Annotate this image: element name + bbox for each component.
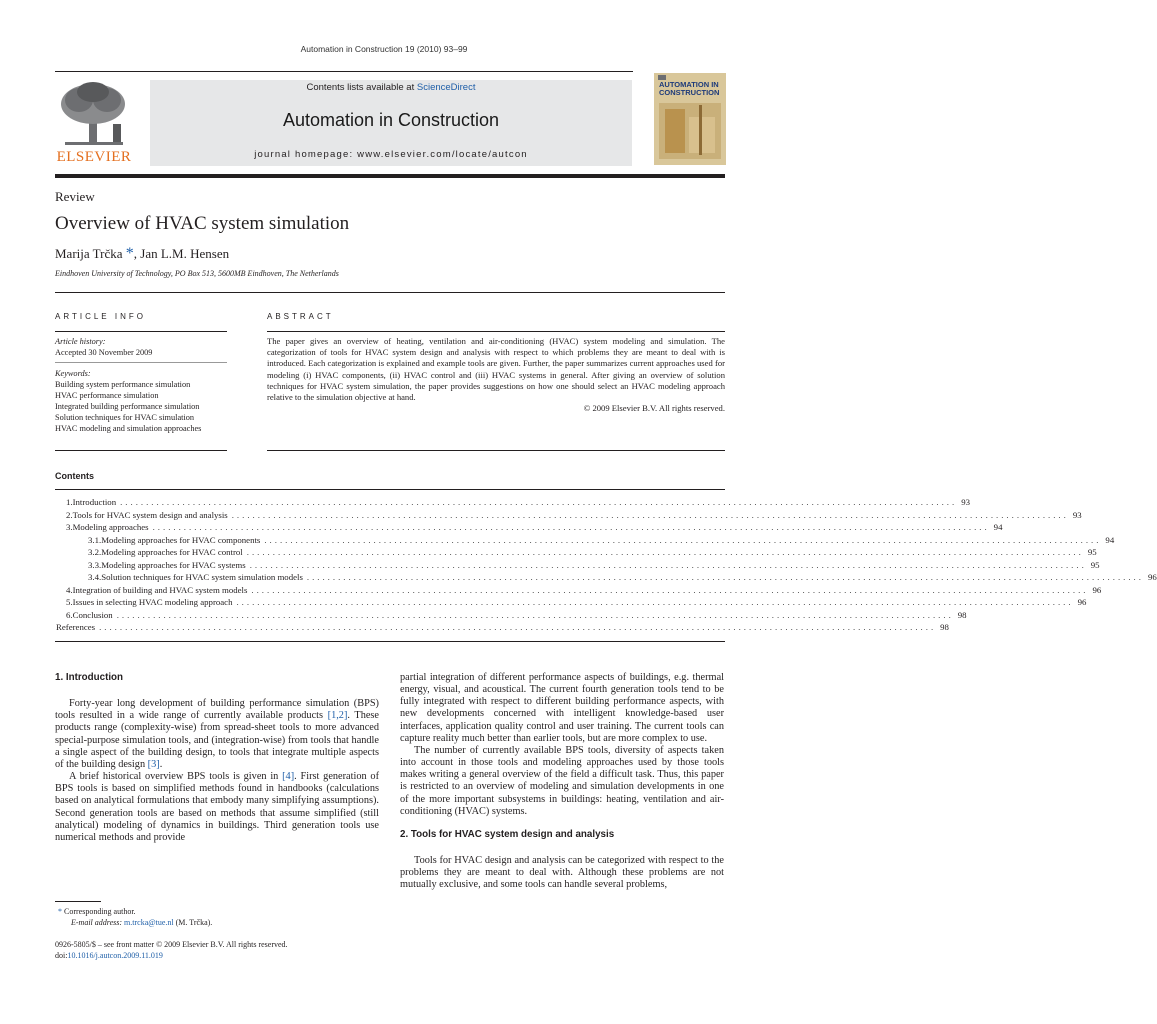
cover-title: AUTOMATION IN CONSTRUCTION bbox=[659, 80, 720, 97]
footnote-text: Corresponding author. bbox=[64, 907, 136, 916]
toc-number: 1. bbox=[66, 497, 73, 507]
toc-number: 2. bbox=[66, 509, 73, 520]
keyword: HVAC performance simulation bbox=[55, 391, 159, 400]
toc-label: Integration of building and HVAC system models bbox=[72, 584, 248, 595]
body-right-column bbox=[400, 672, 724, 892]
toc-label: Issues in selecting HVAC modeling approach bbox=[72, 597, 233, 607]
contents-available bbox=[150, 82, 632, 93]
divider bbox=[55, 641, 725, 642]
history-label: Article history: bbox=[55, 337, 106, 346]
keywords-label: Keywords: bbox=[55, 369, 91, 378]
toc-entry[interactable] bbox=[66, 584, 1102, 597]
toc-number: 5. bbox=[66, 597, 73, 607]
toc-label: Modeling approaches for HVAC components bbox=[101, 534, 261, 545]
article-history bbox=[55, 336, 227, 358]
paragraph bbox=[55, 698, 379, 771]
keywords-block bbox=[55, 368, 230, 434]
journal-citation: Automation in Construction 19 (2010) 93–99 bbox=[300, 44, 468, 54]
abstract-heading: ABSTRACT bbox=[267, 312, 334, 321]
elsevier-wordmark: ELSEVIER bbox=[56, 149, 132, 165]
toc-label: Conclusion bbox=[72, 609, 113, 620]
divider bbox=[55, 331, 227, 332]
divider bbox=[55, 489, 725, 490]
keyword: HVAC modeling and simulation approaches bbox=[55, 424, 202, 433]
toc-page: 94 bbox=[993, 522, 1003, 532]
header-rule bbox=[55, 71, 633, 72]
citation-link[interactable]: [1,2] bbox=[327, 710, 348, 722]
toc-leader: ................................................................................................................................................................. bbox=[251, 584, 1089, 595]
journal-name: Automation in Construction bbox=[282, 110, 500, 130]
toc-entry[interactable] bbox=[66, 497, 970, 509]
toc-label: Modeling approaches for HVAC control bbox=[101, 547, 243, 557]
copyright: © 2009 Elsevier B.V. All rights reserved. bbox=[583, 403, 725, 414]
elsevier-logo bbox=[55, 80, 133, 166]
paragraph-text: . These products range (complexity-wise) from spread-sheet tools to more advanced special-purpose simulation tools, and (integration-wise) from tools that handle a single aspect of the building design, to tools that integrate multiple aspects of the building design bbox=[55, 710, 379, 770]
journal-homepage[interactable]: journal homepage: www.elsevier.com/locate/autcon bbox=[254, 149, 528, 160]
abstract bbox=[267, 336, 725, 414]
paragraph: partial integration of different performance aspects of buildings, e.g. thermal energy, visual, and acoustical. The current fourth generation tools tend to be fully integrated with respect to different building performance aspects, with new developments concerned with intelligent knowledge-based user interfaces, application quality control and user training. The current tools can capture reality much better than earlier tools, but are more complex to use. bbox=[400, 672, 724, 744]
toc-page: 93 bbox=[1072, 509, 1082, 520]
contents-prefix: Contents lists available at bbox=[306, 82, 417, 93]
toc-entry[interactable] bbox=[56, 622, 949, 634]
toc-label: References bbox=[56, 622, 96, 632]
keyword: Integrated building performance simulation bbox=[55, 402, 200, 411]
footnote-rule bbox=[55, 901, 101, 902]
divider bbox=[267, 331, 725, 332]
toc-entry[interactable] bbox=[66, 522, 1003, 534]
toc-leader: ................................................................................................................................................................. bbox=[99, 622, 937, 632]
toc-leader: ................................................................................................................................................................. bbox=[306, 572, 1144, 582]
email-tail: (M. Trčka). bbox=[173, 918, 213, 927]
footnote-corresponding bbox=[58, 906, 136, 917]
author-list bbox=[55, 245, 229, 263]
toc-leader: ................................................................................................................................................................. bbox=[246, 547, 1084, 557]
toc-number: 3.4. bbox=[88, 572, 102, 582]
toc-entry[interactable] bbox=[66, 534, 1115, 547]
toc-page: 94 bbox=[1105, 534, 1115, 545]
abstract-text: The paper gives an overview of heating, ventilation and air-conditioning (HVAC) system modeling and simulation. The categorization of tools for HVAC system design and analysis with respect to which problems they are meant to deal with is introduced. Each categorization is explained and example tools are given. Further, the paper summarizes current approaches used for modeling (i) HVAC components, (ii) HVAC control and (iii) HVAC systems in general. After giving an overview of solution techniques for HVAC system simulation, the paper provides suggestions on how one should select an HVAC modeling approach relative to the simulation objective at hand. bbox=[267, 336, 725, 403]
doi-line bbox=[55, 950, 163, 961]
doi-link[interactable]: 10.1016/j.autcon.2009.11.019 bbox=[67, 951, 163, 960]
toc-label: Solution techniques for HVAC system simulation models bbox=[101, 572, 303, 582]
toc-page: 98 bbox=[957, 609, 967, 620]
toc-page: 95 bbox=[1090, 559, 1100, 570]
toc-entry[interactable] bbox=[66, 547, 1097, 559]
author-name: Marija Trčka bbox=[55, 246, 123, 261]
article-title: Overview of HVAC system simulation bbox=[55, 213, 350, 234]
divider bbox=[55, 292, 725, 293]
paragraph-text: Forty-year long development of building performance simulation (BPS) tools resulted in a wide range of currently available products bbox=[55, 698, 379, 722]
citation-link[interactable]: [4] bbox=[282, 771, 295, 783]
footnote-marker: * bbox=[58, 907, 62, 916]
paragraph: The number of currently available BPS tools, diversity of aspects taken into account in those tools and modeling approaches used by those tools makes writing a general overview of the field a difficult task. Thus, this paper is restricted to an overview of modeling and simulation developments in one of the more important subsystems in buildings: heating, ventilation and air-conditioning (HVAC) systems. bbox=[400, 744, 724, 817]
doi-prefix: doi: bbox=[55, 951, 68, 960]
toc-entry[interactable] bbox=[66, 559, 1100, 572]
section-heading: 2. Tools for HVAC system design and analysis bbox=[400, 828, 615, 840]
body-left-column bbox=[55, 672, 379, 844]
toc-page: 93 bbox=[961, 497, 970, 507]
toc-number: 3.2. bbox=[88, 547, 102, 557]
toc-label: Tools for HVAC system design and analysis bbox=[72, 509, 228, 520]
journal-masthead bbox=[150, 80, 632, 166]
header-thick-rule bbox=[55, 174, 725, 178]
toc-leader: ................................................................................................................................................................. bbox=[116, 609, 954, 620]
toc-entry[interactable] bbox=[66, 609, 967, 622]
contents-heading: Contents bbox=[55, 471, 94, 481]
toc-leader: ................................................................................................................................................................. bbox=[152, 522, 990, 532]
section-heading: 1. Introduction bbox=[55, 672, 124, 683]
cover-artwork bbox=[659, 103, 721, 159]
toc-leader: ................................................................................................................................................................. bbox=[264, 534, 1102, 545]
toc-entry[interactable] bbox=[66, 572, 1157, 584]
toc-entry[interactable] bbox=[66, 597, 1087, 609]
paragraph-text: A brief historical overview BPS tools is given in bbox=[69, 771, 283, 783]
toc-page: 95 bbox=[1087, 547, 1097, 557]
toc-label: Introduction bbox=[72, 497, 117, 507]
corresponding-author-link[interactable]: * bbox=[125, 245, 134, 262]
toc-page: 96 bbox=[1147, 572, 1157, 582]
footnote-email bbox=[71, 917, 212, 928]
toc-leader: ................................................................................................................................................................. bbox=[236, 597, 1074, 607]
toc-entry[interactable] bbox=[66, 509, 1082, 522]
email-link[interactable]: m.trcka@tue.nl bbox=[124, 918, 174, 927]
paragraph-text: . First generation of BPS tools is based on simplified methods found in handbooks (calculations based on analytical formulations that embody many simplifying assumptions). Second generation tools are based on methods that assume simplified (still analytical) modeling of dynamics in buildings. Third generation tools use numerical methods and provide bbox=[55, 771, 379, 843]
sciencedirect-link[interactable]: ScienceDirect bbox=[416, 82, 476, 93]
article-type: Review bbox=[55, 189, 95, 204]
keyword: Solution techniques for HVAC simulation bbox=[55, 413, 195, 422]
paragraph bbox=[55, 771, 379, 844]
toc-number: 3. bbox=[66, 522, 73, 532]
journal-cover bbox=[654, 73, 726, 165]
paragraph-text: . bbox=[159, 758, 163, 770]
keyword: Building system performance simulation bbox=[55, 380, 191, 389]
toc-page: 96 bbox=[1077, 597, 1087, 607]
issn-line: 0926-5805/$ – see front matter © 2009 Elsevier B.V. All rights reserved. bbox=[55, 940, 288, 949]
toc-number: 3.1. bbox=[88, 534, 102, 545]
toc-label: Modeling approaches for HVAC systems bbox=[101, 559, 246, 570]
toc-page: 96 bbox=[1092, 584, 1102, 595]
divider bbox=[55, 450, 227, 451]
toc-number: 3.3. bbox=[88, 559, 102, 570]
elsevier-tree-icon bbox=[55, 80, 133, 148]
toc-leader: ................................................................................................................................................................. bbox=[249, 559, 1087, 570]
affiliation: Eindhoven University of Technology, PO Box 513, 5600MB Eindhoven, The Netherlands bbox=[55, 269, 339, 278]
toc-label: Modeling approaches bbox=[72, 522, 149, 532]
paragraph: Tools for HVAC design and analysis can be categorized with respect to the problems they are meant to deal with. Although these problems are not mutually exclusive, and some tools can handle several problems, bbox=[400, 855, 724, 891]
author-name: , Jan L.M. Hensen bbox=[133, 246, 230, 261]
citation-link[interactable]: [3] bbox=[147, 758, 160, 770]
toc-number: 4. bbox=[66, 584, 73, 595]
email-label: E-mail address: bbox=[71, 918, 125, 927]
toc-page: 98 bbox=[940, 622, 949, 632]
toc-leader: ................................................................................................................................................................. bbox=[231, 509, 1069, 520]
toc-leader: ................................................................................................................................................................. bbox=[120, 497, 958, 507]
divider bbox=[55, 362, 227, 363]
divider bbox=[267, 450, 725, 451]
article-info-heading: ARTICLE INFO bbox=[55, 312, 146, 321]
accepted-date: Accepted 30 November 2009 bbox=[55, 348, 153, 357]
toc-number: 6. bbox=[66, 609, 73, 620]
